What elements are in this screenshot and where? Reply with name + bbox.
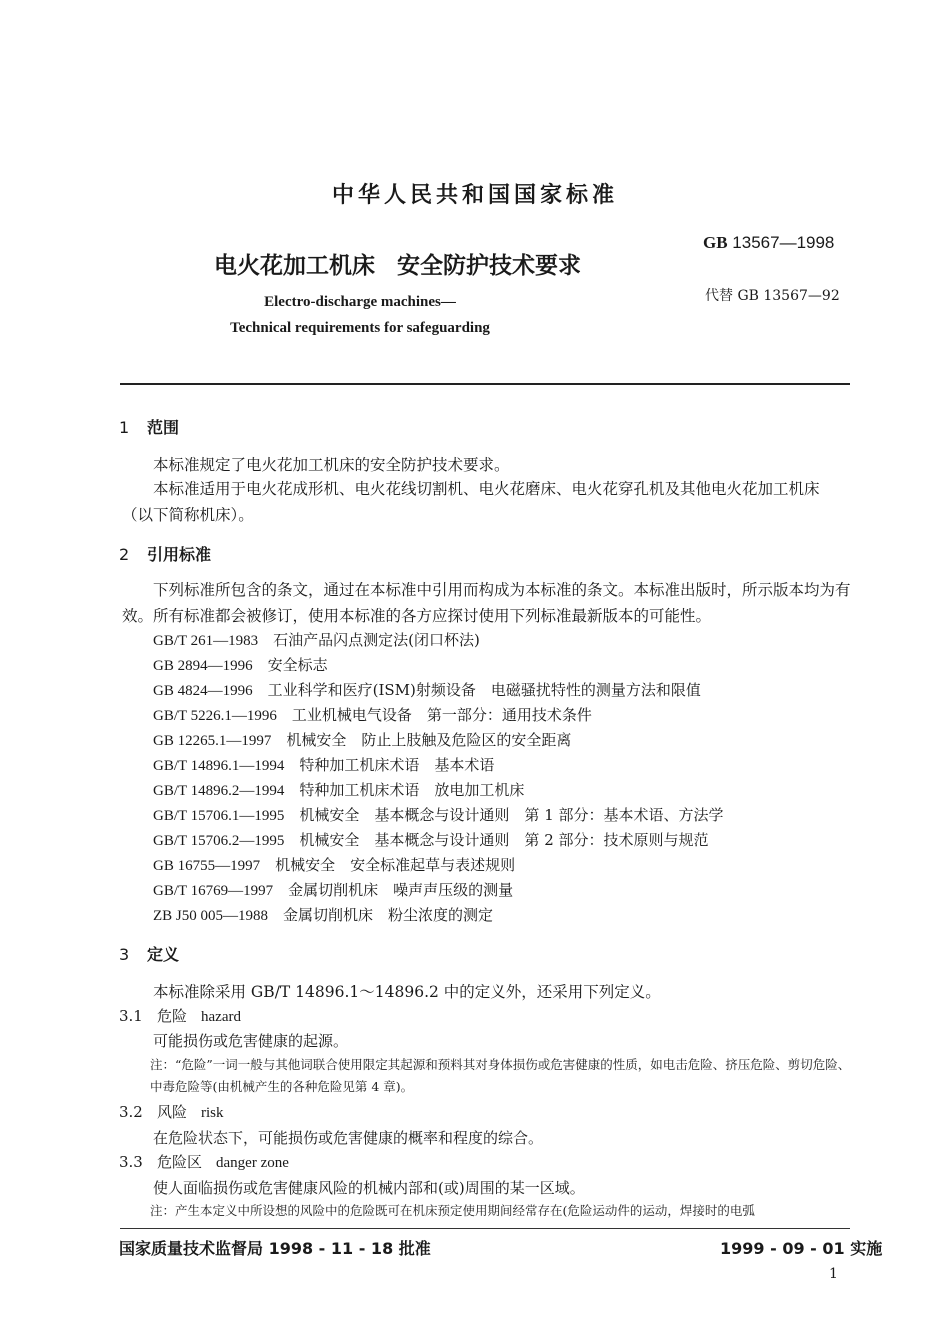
reference-title: 工业机械电气设备 第一部分：通用技术条件 — [291, 706, 592, 724]
section-1-paragraph-2: 本标准适用于电火花成形机、电火花线切割机、电火花磨床、电火花穿孔机及其他电火花加工机床（以下简称机床）。 — [122, 480, 820, 524]
reference-item — [153, 729, 571, 750]
title-part1: 电火花加工机床 — [214, 253, 375, 279]
effective-date: 1999 - 09 - 01 实施 — [720, 1239, 883, 1258]
section-1-paragraph-1: 本标准规定了电火花加工机床的安全防护技术要求。 — [153, 456, 510, 474]
reference-title: 机械安全 基本概念与设计通则 第 2 部分：技术原则与规范 — [299, 831, 709, 849]
definition-3-2-heading — [119, 1101, 224, 1122]
definition-number: 3.1 — [119, 1007, 143, 1025]
section-title: 范围 — [147, 418, 180, 437]
definition-term-en: danger zone — [216, 1155, 289, 1171]
reference-title: 金属切削机床 噪声声压级的测量 — [288, 881, 514, 899]
definition-term-en: hazard — [201, 1009, 241, 1025]
reference-title: 机械安全 安全标准起草与表述规则 — [275, 856, 516, 874]
approval-line: 国家质量技术监督局 1998 - 11 - 18 批准 — [119, 1239, 431, 1258]
standard-number — [703, 233, 834, 253]
reference-item — [153, 629, 480, 650]
reference-item — [153, 804, 724, 825]
page-number: 1 — [829, 1266, 838, 1282]
reference-title: 机械安全 防止上肢触及危险区的安全距离 — [286, 731, 572, 749]
reference-title: 工业科学和医疗(ISM)射频设备 电磁骚扰特性的测量方法和限值 — [267, 681, 701, 699]
standard-title-cn — [214, 247, 581, 280]
title-part2: 安全防护技术要求 — [397, 253, 581, 279]
definition-3-1-heading — [119, 1005, 241, 1026]
section-number: 2 — [119, 545, 130, 564]
reference-code: GB 2894—1996 — [153, 658, 253, 674]
reference-item — [153, 829, 709, 850]
definition-3-3-heading — [119, 1151, 289, 1172]
section-title: 定义 — [147, 945, 180, 964]
definition-3-3-text: 使人面临损伤或危害健康风险的机械内部和(或)周围的某一区域。 — [153, 1179, 585, 1197]
definition-3-1-text: 可能损伤或危害健康的起源。 — [153, 1032, 349, 1050]
footer-rule — [120, 1228, 850, 1229]
definition-term: 危险区 — [157, 1153, 203, 1171]
reference-item — [153, 704, 592, 725]
replaces-standard: 代替 GB 13567—92 — [705, 288, 840, 304]
std-prefix: GB — [703, 233, 728, 252]
reference-item — [153, 854, 515, 875]
definition-term: 危险 — [157, 1007, 188, 1025]
section-3-heading — [119, 942, 179, 965]
definition-number: 3.2 — [119, 1103, 143, 1121]
reference-item — [153, 779, 524, 800]
section-2-intro: 下列标准所包含的条文，通过在本标准中引用而构成为本标准的条文。本标准出版时，所示版本均为有效。所有标准都会被修订，使用本标准的各方应探讨使用下列标准最新版本的可能性。 — [122, 581, 851, 625]
standard-title-en-line1: Electro-discharge machines— — [264, 294, 456, 310]
section-number: 3 — [119, 945, 130, 964]
std-number-value: 13567—1998 — [732, 233, 835, 252]
reference-code: GB 12265.1—1997 — [153, 733, 272, 749]
reference-title: 石油产品闪点测定法(闭口杯法) — [273, 631, 480, 649]
reference-code: GB/T 15706.2—1995 — [153, 833, 285, 849]
reference-code: GB 16755—1997 — [153, 858, 261, 874]
reference-code: GB/T 5226.1—1996 — [153, 708, 277, 724]
definition-term-en: risk — [201, 1105, 224, 1121]
reference-title: 特种加工机床术语 放电加工机床 — [299, 781, 525, 799]
reference-code: GB/T 14896.1—1994 — [153, 758, 285, 774]
reference-title: 特种加工机床术语 基本术语 — [299, 756, 495, 774]
reference-item — [153, 754, 494, 775]
reference-code: GB/T 15706.1—1995 — [153, 808, 285, 824]
reference-code: GB 4824—1996 — [153, 683, 253, 699]
section-number: 1 — [119, 418, 130, 437]
reference-code: GB/T 14896.2—1994 — [153, 783, 285, 799]
reference-title: 机械安全 基本概念与设计通则 第 1 部分：基本术语、方法学 — [299, 806, 724, 824]
standard-title-en-line2: Technical requirements for safeguarding — [230, 320, 490, 336]
definition-3-2-text: 在危险状态下，可能损伤或危害健康的概率和程度的综合。 — [153, 1129, 544, 1147]
header-rule — [120, 383, 850, 385]
section-2-heading — [119, 542, 211, 565]
reference-code: GB/T 16769—1997 — [153, 883, 274, 899]
definition-3-1-note: 注：“危险”一词一般与其他词联合使用限定其起源和预料其对身体损伤或危害健康的性质，如电击危险、挤压危险、剪切危险、中毒危险等(由机械产生的各种危险见第 4 章)。 — [150, 1057, 851, 1094]
reference-item — [153, 904, 493, 925]
reference-title: 安全标志 — [267, 656, 328, 674]
definition-number: 3.3 — [119, 1153, 143, 1171]
reference-title: 金属切削机床 粉尘浓度的测定 — [283, 906, 494, 924]
reference-item — [153, 879, 513, 900]
national-standard-heading: 中华人民共和国国家标准 — [331, 183, 618, 208]
reference-code: ZB J50 005—1988 — [153, 908, 269, 924]
section-1-heading — [119, 415, 179, 438]
section-title: 引用标准 — [147, 545, 212, 564]
definition-3-3-note: 注：产生本定义中所设想的风险中的危险既可在机床预定使用期间经常存在(危险运动件的运动，焊接时的电弧 — [150, 1203, 755, 1218]
section-3-intro: 本标准除采用 GB/T 14896.1～14896.2 中的定义外，还采用下列定义。 — [153, 983, 661, 1001]
reference-code: GB/T 261—1983 — [153, 633, 259, 649]
definition-term: 风险 — [157, 1103, 188, 1121]
reference-item — [153, 654, 328, 675]
reference-item — [153, 679, 701, 700]
